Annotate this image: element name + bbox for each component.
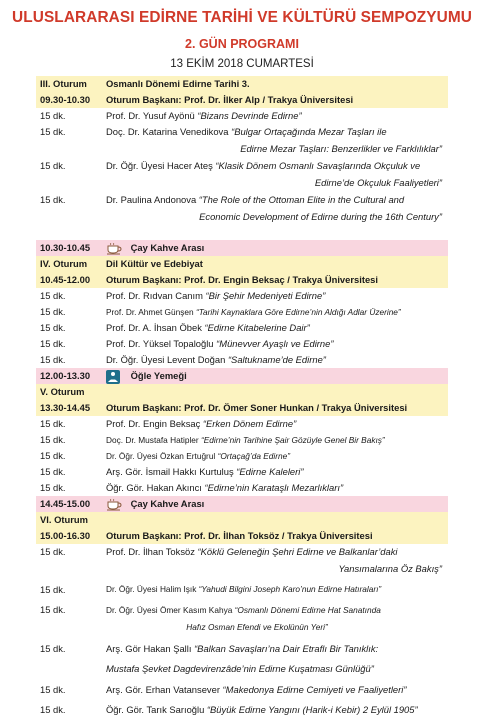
talk-title-continued: Edirne Mezar Taşları: Benzerlikler ve Farklılıklar” [240, 143, 442, 154]
talk-title-continued: Mustafa Şevket Dagdevirenzâde’nin Edirne Kuşatması Günlüğü” [106, 663, 374, 674]
talk-duration: 15 dk. [40, 110, 66, 121]
talk-duration: 15 dk. [40, 643, 66, 654]
talk-title-continued: Yansımalarına Öz Bakış” [338, 563, 442, 574]
talk-speaker: Prof. Dr. A. İhsan Öbek [106, 322, 205, 333]
session-5-chair-row [36, 400, 448, 416]
lunch-time: 12.00-13.30 [40, 370, 91, 381]
talk-title: “Köklü Geleneğin Şehri Edirne ve Balkanlar’daki [197, 546, 398, 557]
session-3-chair-row [36, 92, 448, 108]
session-chair: Oturum Başkanı: Prof. Dr. Ömer Soner Hunkan / Trakya Üniversitesi [106, 402, 408, 413]
talk-duration: 15 dk. [40, 450, 66, 461]
talk-duration: 15 dk. [40, 704, 66, 715]
talk-row [36, 577, 448, 602]
talk-title: “Yahudi Bilgini Joseph Karo’nun Edirne Hatıraları” [198, 584, 382, 594]
talk-title: “Bizans Devrinde Edirne” [197, 110, 302, 121]
talk-row [36, 124, 448, 140]
symposium-title: ULUSLARARASI EDİRNE TARİHİ VE KÜLTÜRÜ SEMPOZYUMU [12, 9, 472, 26]
talk-title: “Balkan Savaşları’na Dair Etraflı Bir Tanıklık: [194, 643, 379, 654]
lunch-label: Öğle Yemeği [130, 370, 187, 381]
talk-speaker: Prof. Dr. Yüksel Topaloğlu [106, 338, 217, 349]
session-6-chair-row [36, 528, 448, 544]
talk-row [36, 464, 448, 480]
session-name: Dil Kültür ve Edebiyat [106, 258, 203, 269]
program-date: 13 EKİM 2018 CUMARTESİ [170, 58, 314, 70]
talk-speaker: Doç. Dr. Mustafa Hatipler [106, 435, 201, 445]
talk-title: “Saltukname’de Edirne” [227, 354, 326, 365]
talk-title: “Erken Dönem Edirne” [202, 418, 297, 429]
talk-title: “Bulgar Ortaçağında Mezar Taşları ile [231, 126, 387, 137]
talk-continuation-row [36, 560, 448, 577]
session-label: IV. Oturum [40, 258, 88, 269]
talk-duration: 15 dk. [40, 306, 66, 317]
session-6-header [36, 512, 448, 528]
talk-speaker: Prof. Dr. İlhan Toksöz [106, 546, 198, 557]
coffee-cup-icon [106, 243, 128, 255]
talk-row [36, 432, 448, 448]
talk-duration: 15 dk. [40, 482, 66, 493]
talk-duration: 15 dk. [40, 354, 66, 365]
session-label: V. Oturum [40, 386, 85, 397]
talk-title: “The Role of the Ottoman Elite in the Cultural and [198, 194, 405, 205]
spacer [36, 226, 448, 240]
talk-duration: 15 dk. [40, 160, 66, 171]
session-chair: Oturum Başkanı: Prof. Dr. Engin Beksaç / Trakya Üniversitesi [106, 274, 378, 285]
talk-speaker: Arş. Gör. İsmail Hakkı Kurtuluş [106, 466, 237, 477]
talk-speaker: Dr. Öğr. Üyesi Hacer Ateş [106, 160, 216, 171]
break-label: Çay Kahve Arası [130, 242, 205, 253]
program-schedule [36, 76, 448, 718]
talk-duration: 15 dk. [40, 126, 66, 137]
talk-title: “Edirne’nin Tarihine Şair Gözüyle Genel Bir Bakış” [201, 435, 385, 445]
talk-continuation-row [36, 618, 448, 636]
talk-title: “Tarihi Kaynaklara Göre Edirne’nin Aldığı Adlar Üzerine” [195, 307, 401, 317]
talk-row [36, 702, 448, 718]
session-5-header [36, 384, 448, 400]
talk-speaker: Dr. Öğr. Üyesi Levent Doğan [106, 354, 228, 365]
talk-row [36, 480, 448, 496]
talk-row [36, 336, 448, 352]
talk-row [36, 677, 448, 702]
talk-row [36, 602, 448, 618]
talk-continuation-row [36, 208, 448, 226]
talk-title: “Edirne’nin Karataşlı Mezarlıkları” [204, 482, 344, 493]
talk-row [36, 192, 448, 208]
talk-row [36, 448, 448, 464]
talk-title-continued: Economic Development of Edirne during the 16th Century” [199, 211, 442, 222]
talk-title: “Büyük Edirne Yangını (Harik-i Kebir) 2 Eylül 1905” [206, 704, 418, 715]
talk-row [36, 158, 448, 174]
talk-duration: 15 dk. [40, 290, 66, 301]
talk-row [36, 304, 448, 320]
talk-row [36, 108, 448, 124]
talk-speaker: Prof. Dr. Yusuf Ayönü [106, 110, 198, 121]
talk-title: “Ortaçağ’da Edirne” [217, 451, 290, 461]
session-time: 10.45-12.00 [40, 274, 91, 285]
meal-icon [106, 370, 128, 384]
talk-speaker: Arş. Gör Hakan Şallı [106, 643, 195, 654]
talk-title: “Bir Şehir Medeniyeti Edirne” [205, 290, 326, 301]
talk-duration: 15 dk. [40, 418, 66, 429]
talk-speaker: Doç. Dr. Katarina Venedikova [106, 126, 232, 137]
talk-speaker: Prof. Dr. Ahmet Günşen [106, 307, 196, 317]
talk-speaker: Arş. Gör. Erhan Vatansever [106, 684, 223, 695]
talk-duration: 15 dk. [40, 584, 66, 595]
session-time: 15.00-16.30 [40, 530, 91, 541]
talk-duration: 15 dk. [40, 604, 66, 615]
talk-duration: 15 dk. [40, 546, 66, 557]
coffee-cup-icon [106, 499, 128, 511]
talk-duration: 15 dk. [40, 434, 66, 445]
session-label: VI. Oturum [40, 514, 88, 525]
talk-row [36, 544, 448, 560]
talk-speaker: Öğr. Gör. Tarık Sarıoğlu [106, 704, 207, 715]
talk-row [36, 320, 448, 336]
talk-title: “Münevver Ayaşlı ve Edirne” [216, 338, 334, 349]
talk-duration: 15 dk. [40, 684, 66, 695]
talk-title-continued: Edirne’de Okçuluk Faaliyetleri” [314, 177, 442, 188]
talk-continuation-row [36, 140, 448, 158]
talk-title-continued: Hafız Osman Efendi ve Ekolünün Yeri” [186, 622, 328, 632]
talk-speaker: Dr. Öğr. Üyesi Halim Işık [106, 584, 199, 594]
talk-speaker: Prof. Dr. Rıdvan Canım [106, 290, 206, 301]
talk-continuation-row [36, 174, 448, 192]
session-chair: Oturum Başkanı: Prof. Dr. İlker Alp / Trakya Üniversitesi [106, 94, 354, 105]
session-name: Osmanlı Dönemi Edirne Tarihi 3. [106, 78, 250, 89]
coffee-break-row [36, 240, 448, 256]
talk-speaker: Dr. Paulina Andonova [106, 194, 199, 205]
session-time: 13.30-14.45 [40, 402, 91, 413]
talk-continuation-row [36, 661, 448, 677]
break-time: 14.45-15.00 [40, 498, 91, 509]
session-chair: Oturum Başkanı: Prof. Dr. İlhan Toksöz / Trakya Üniversitesi [106, 530, 373, 541]
talk-title: “Edirne Kitabelerine Dair” [204, 322, 310, 333]
session-4-chair-row [36, 272, 448, 288]
talk-title: “Makedonya Edirne Cemiyeti ve Faaliyetleri” [222, 684, 407, 695]
coffee-break-row [36, 496, 448, 512]
talk-speaker: Dr. Öğr. Üyesi Ömer Kasım Kahya [106, 605, 235, 615]
session-label: III. Oturum [40, 78, 87, 89]
talk-duration: 15 dk. [40, 338, 66, 349]
break-label: Çay Kahve Arası [130, 498, 205, 509]
talk-title: “Osmanlı Dönemi Edirne Hat Sanatında [234, 605, 381, 615]
lunch-row [36, 368, 448, 384]
talk-row [36, 416, 448, 432]
talk-duration: 15 dk. [40, 466, 66, 477]
talk-title: “Edirne Kaleleri” [236, 466, 304, 477]
talk-title: “Klasik Dönem Osmanlı Savaşlarında Okçuluk ve [215, 160, 421, 171]
break-time: 10.30-10.45 [40, 242, 91, 253]
talk-speaker: Prof. Dr. Engin Beksaç [106, 418, 203, 429]
talk-speaker: Öğr. Gör. Hakan Akıncı [106, 482, 205, 493]
session-3-header [36, 76, 448, 92]
talk-row [36, 636, 448, 661]
session-time: 09.30-10.30 [40, 94, 91, 105]
talk-speaker: Dr. Öğr. Üyesi Özkan Ertuğrul [106, 451, 218, 461]
day-program-title: 2. GÜN PROGRAMI [185, 37, 299, 51]
talk-row [36, 288, 448, 304]
talk-duration: 15 dk. [40, 194, 66, 205]
talk-row [36, 352, 448, 368]
session-4-header [36, 256, 448, 272]
talk-duration: 15 dk. [40, 322, 66, 333]
